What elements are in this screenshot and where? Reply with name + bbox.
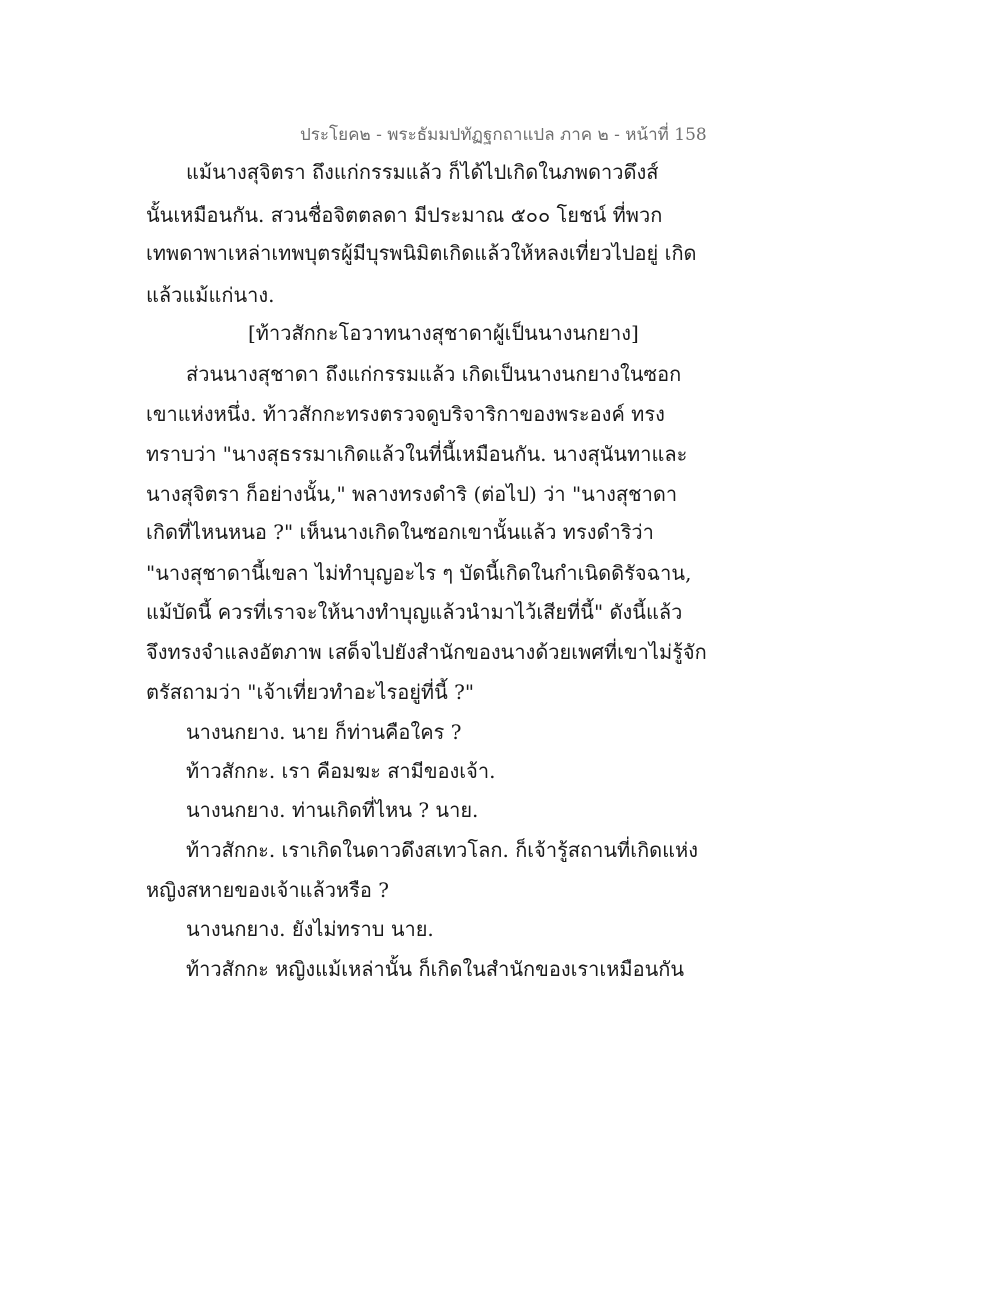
section-heading: [ท้าวสักกะโอวาทนางสุชาดาผู้เป็นนางนกยาง] [248, 321, 639, 345]
dialogue-line: นางนกยาง. ท่านเกิดที่ไหน ? นาย. [186, 798, 479, 822]
dialogue-line: นางนกยาง. ยังไม่ทราบ นาย. [186, 917, 434, 941]
text-line: เกิดที่ไหนหนอ ?" เห็นนางเกิดในซอกเขานั้นแล้ว ทรงดำริว่า [146, 520, 654, 544]
text-line: "นางสุชาดานี้เขลา ไม่ทำบุญอะไร ๆ บัดนี้เกิดในกำเนิดดิรัจฉาน, [146, 561, 692, 585]
text-line: นั้นเหมือนกัน. สวนชื่อจิตตลดา มีประมาณ ๕๐๐ โยชน์ ที่พวก [146, 203, 663, 227]
text-line: นางสุจิตรา ก็อย่างนั้น," พลางทรงดำริ (ต่อไป) ว่า "นางสุชาดา [146, 482, 678, 506]
text-line: ส่วนนางสุชาดา ถึงแก่กรรมแล้ว เกิดเป็นนางนกยางในซอก [186, 362, 682, 386]
text-line: แม้นางสุจิตรา ถึงแก่กรรมแล้ว ก็ได้ไปเกิดในภพดาวดึงส์ [186, 160, 659, 184]
text-line: หญิงสหายของเจ้าแล้วหรือ ? [146, 878, 389, 902]
text-line: เทพดาพาเหล่าเทพบุตรผู้มีบุรพนิมิตเกิดแล้วให้หลงเที่ยวไปอยู่ เกิด [146, 241, 697, 265]
text-line: ทราบว่า "นางสุธรรมาเกิดแล้วในที่นี้เหมือนกัน. นางสุนันทาและ [146, 442, 688, 466]
text-line: ตรัสถามว่า "เจ้าเที่ยวทำอะไรอยู่ที่นี้ ?" [146, 680, 475, 704]
dialogue-line: ท้าวสักกะ. เรา คือมฆะ สามีของเจ้า. [186, 759, 496, 783]
text-line: จึงทรงจำแลงอัตภาพ เสด็จไปยังสำนักของนางด้วยเพศที่เขาไม่รู้จัก [146, 640, 707, 664]
running-header: ประโยค๒ - พระธัมมปทัฏฐกถาแปล ภาค ๒ - หน้าที่ 158 [300, 125, 707, 145]
dialogue-line: นางนกยาง. นาย ก็ท่านคือใคร ? [186, 720, 462, 744]
text-line: เขาแห่งหนึ่ง. ท้าวสักกะทรงตรวจดูบริจาริกาของพระองค์ ทรง [146, 402, 665, 426]
dialogue-line: ท้าวสักกะ. เราเกิดในดาวดึงสเทวโลก. ก็เจ้ารู้สถานที่เกิดแห่ง [186, 838, 699, 862]
text-line: แม้บัดนี้ ควรที่เราจะให้นางทำบุญแล้วนำมาไว้เสียที่นี้" ดังนี้แล้ว [146, 600, 683, 624]
dialogue-line: ท้าวสักกะ หญิงแม้เหล่านั้น ก็เกิดในสำนักของเราเหมือนกัน [186, 957, 685, 981]
text-line: แล้วแม้แก่นาง. [146, 283, 275, 307]
